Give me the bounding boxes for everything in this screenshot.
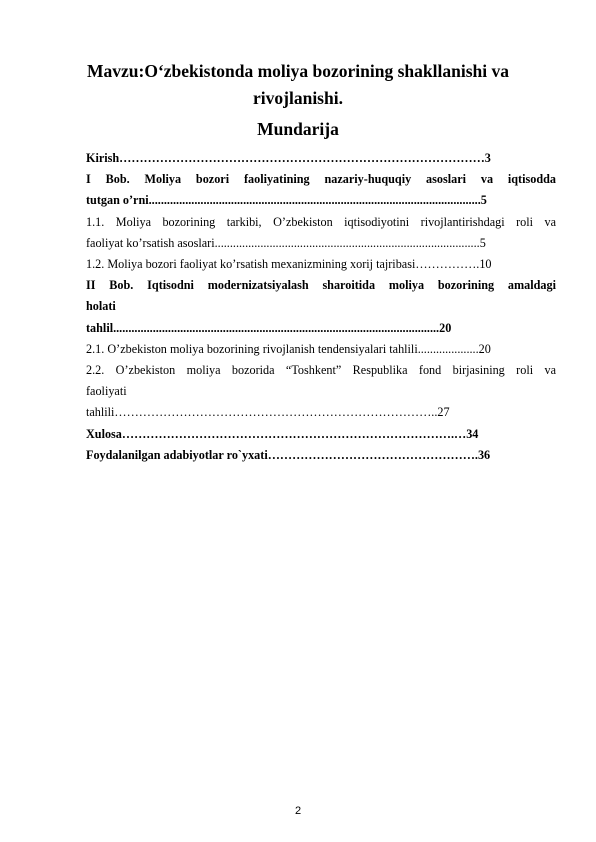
toc-entry: faoliyati <box>86 384 127 399</box>
toc-entry: 2.1. O’zbekiston moliya bozorining rivojlanish tendensiyalari tahlili....................20 <box>86 341 491 356</box>
table-of-contents <box>86 148 556 466</box>
toc-entry: Foydalanilgan adabiyotlar ro`yxati…………………………………………….36 <box>86 447 491 462</box>
table-of-contents-heading: Mundarija <box>257 119 339 139</box>
toc-entry: II Bob. Iqtisodni modernizatsiyalash sharoitida moliya bozorining amaldagi <box>86 278 556 293</box>
page-number: 2 <box>294 805 302 817</box>
toc-entry: tutgan o’rni.............................................................................................................5 <box>86 193 487 208</box>
toc-entry: tahlili……………………………………………………………………..27 <box>86 405 450 420</box>
document-title-line-2: rivojlanishi. <box>253 88 343 108</box>
toc-entry: Kirish………………………………………………………………………………3 <box>86 151 491 165</box>
document-title-line-1: Mavzu:O‘zbekistonda moliya bozorining shakllanishi va <box>86 61 509 81</box>
toc-entry: I Bob. Moliya bozori faoliyatining nazariy-huquqiy asoslari va iqtisodda <box>86 172 556 187</box>
toc-entry: 1.1. Moliya bozorining tarkibi, O’zbekiston iqtisodiyotini rivojlantirishdagi roli va <box>86 214 556 229</box>
toc-entry: Xulosa……………………………………………………………………….…34 <box>86 426 479 441</box>
toc-entry: 2.2. O’zbekiston moliya bozorida “Toshkent” Respublika fond birjasining roli va <box>86 363 556 378</box>
toc-entry: tahlil...........................................................................................................20 <box>86 320 452 335</box>
toc-entry: 1.2. Moliya bozori faoliyat ko’rsatish mexanizmining xorij tajribasi…………….10 <box>86 257 492 272</box>
toc-entry: faoliyat ko’rsatish asoslari.......................................................................................5 <box>86 235 486 250</box>
toc-entry: holati <box>86 299 116 314</box>
